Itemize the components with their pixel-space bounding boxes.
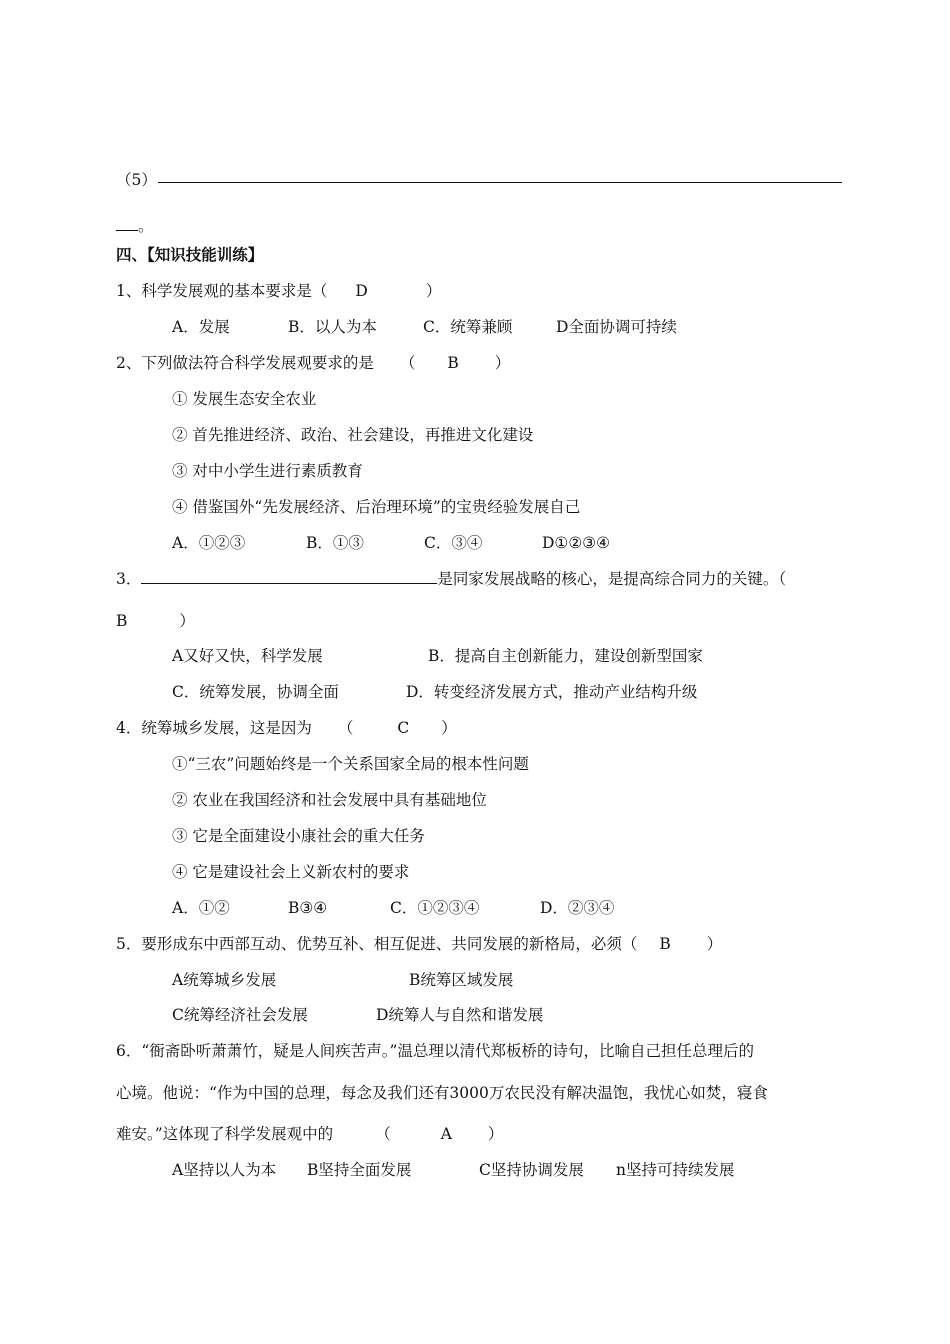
q6-opt-a: A坚持以人为本 (172, 1161, 277, 1179)
q3-close: ） (179, 612, 195, 630)
q5-blank-line (158, 182, 842, 183)
q2-item-3: ③ 对中小学生进行素质教育 (172, 462, 363, 480)
q6-open: （ (375, 1125, 391, 1143)
q5-opt-c: C统筹经济社会发展 (172, 1006, 308, 1024)
q5-stem-text: 5．要形成东中西部互动、优势互补、相互促进、共同发展的新格局，必须（ (116, 935, 638, 953)
q3-answer: B (116, 612, 128, 630)
q2-stem (116, 353, 510, 373)
q3-opt-a: A又好又快，科学发展 (172, 647, 323, 665)
q5-opt-b: B统筹区域发展 (409, 971, 514, 989)
q5-answer: B (659, 935, 671, 953)
q3-stem (116, 569, 786, 589)
q5-blank-tail (116, 218, 138, 231)
q4-close: ） (441, 719, 457, 737)
q5-blank-label: （5） (116, 171, 157, 189)
q2-opt-a: A．①②③ (172, 534, 246, 552)
q6-opt-d: n坚持可持续发展 (616, 1161, 735, 1179)
section-title: 四、【知识技能训练】 (116, 245, 264, 264)
q6-line-3-text: 难安。”这体现了科学发展观中的 (116, 1125, 334, 1143)
q2-open: （ (399, 354, 416, 372)
q1-opt-d: D全面协调可持续 (556, 318, 677, 336)
q5-close: ） (706, 935, 723, 953)
q1-stem-text: 1、科学发展观的基本要求是（ (116, 282, 328, 300)
q5-stem (116, 934, 722, 954)
q3-num: 3． (116, 570, 142, 588)
q2-item-4: ④ 借鉴国外“先发展经济、后治理环境”的宝贵经验发展自己 (172, 498, 581, 516)
q4-stem-text: 4．统筹城乡发展，这是因为 (116, 719, 312, 737)
q5-opt-d: D统筹人与自然和谐发展 (376, 1006, 544, 1024)
q2-answer: B (447, 354, 459, 372)
q3-opt-b: B．提高自主创新能力，建设创新型国家 (428, 647, 703, 665)
q6-opt-c: C坚持协调发展 (479, 1161, 584, 1179)
q5-blank-end (116, 216, 154, 236)
q1-opt-a: A．发展 (172, 318, 230, 336)
q2-opt-b: B．①③ (306, 534, 364, 552)
q4-opt-a: A．①② (172, 899, 230, 917)
q1-close: ） (425, 282, 442, 300)
q4-opt-d: D．②③④ (540, 899, 615, 917)
q2-item-1: ① 发展生态安全农业 (172, 390, 317, 408)
q4-item-2: ② 农业在我国经济和社会发展中具有基础地位 (172, 791, 487, 809)
q3-stem-text: 是同家发展战略的核心，是提高综合同力的关键。（ (437, 570, 787, 588)
q6-close: ） (487, 1125, 504, 1143)
q4-item-4: ④ 它是建设社会上义新农村的要求 (172, 863, 410, 881)
q2-close: ） (494, 354, 511, 372)
q1-opt-c: C．统筹兼顾 (423, 318, 513, 336)
q4-opt-c: C．①②③④ (390, 899, 480, 917)
q2-item-2: ② 首先推进经济、政治、社会建设，再推进文化建设 (172, 426, 534, 444)
q3-answer-line (116, 611, 195, 631)
q1-answer: D (355, 282, 368, 300)
q3-opt-c: C．统筹发展，协调全面 (172, 683, 339, 701)
q6-line-1: 6．“衙斋卧听萧萧竹，疑是人间疾苦声。”温总理以清代郑板桥的诗句，比喻自己担任总理后的 (116, 1042, 754, 1060)
q4-opt-b: B③④ (288, 899, 328, 917)
q6-line-2: 心境。他说：“作为中国的总理，每念及我们还有3000万农民没有解决温饱，我忧心如焚，寝食 (116, 1084, 768, 1102)
q3-blank (141, 571, 437, 584)
q6-opt-b: B坚持全面发展 (307, 1161, 412, 1179)
q2-opt-c: C．③④ (424, 534, 483, 552)
q1-stem (116, 281, 441, 301)
q4-answer: C (397, 719, 410, 737)
q1-opt-b: B．以人为本 (288, 318, 377, 336)
q6-answer: A (440, 1125, 452, 1143)
q4-item-3: ③ 它是全面建设小康社会的重大任务 (172, 827, 425, 845)
q4-item-1: ①“三农”问题始终是一个关系国家全局的根本性问题 (172, 755, 529, 773)
q3-opt-d: D．转变经济发展方式，推动产业结构升级 (406, 683, 698, 701)
q5-blank-period: 。 (138, 217, 154, 235)
q5-opt-a: A统筹城乡发展 (172, 971, 277, 989)
q2-opt-d: D①②③④ (542, 534, 611, 552)
q4-stem (116, 718, 457, 738)
q4-open: （ (337, 719, 354, 737)
q2-stem-text: 2、下列做法符合科学发展观要求的是 (116, 354, 374, 372)
q6-line-3 (116, 1124, 503, 1144)
